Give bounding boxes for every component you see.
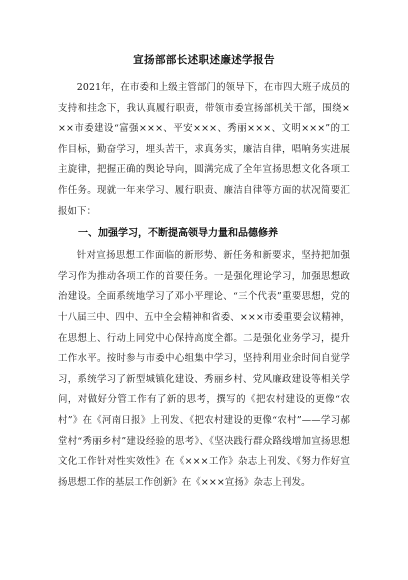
intro-paragraph: 2021年，在市委和上级主管部门的领导下，在市四大班子成员的支持和挂念下，我认真履行职责，带领市委宣扬部机关干部，围绕×××市委建设“富强×××、平安×××、秀丽×××、文明×××”的工作目标，勤奋学习，埋头苦干，求真务实，廉洁自律，唱响务实进展主旋律，把握正确的舆论导向，圆满完成了全年宣扬思想文化各项工作任务。现就一年来学习、履行职责、廉洁自律等方面的状况简要汇报如下：	[58, 82, 350, 217]
document-title: 宣扬部部长述职述廉述学报告	[133, 54, 275, 66]
section-paragraph: 针对宣扬思想工作面临的新形势、新任务和新要求，坚持把加强学习作为推动各项工作的首要任务。一是强化理论学习，加强思想政治建设。全面系统地学习了邓小平理论、“三个代表”重要思想，党的十八届三中、四中、五中全会精神和省委、×××市委重要会议精神，在思想上、行动上同党中心保持高度全都。二是强化业务学习，提升工作水平。按时参与市委中心组集中学习，坚持利用业余时间自觉学习，系统学习了新型城镇化建设、秀丽乡村、党风廉政建设等相关学问，对做好分管工作有了新的思考，撰写的《把农村建设的更像“农村”》在《河南日报》上刊发、《把农村建设的更像“农村”——学习郝堂村“秀丽乡村”建设经验的思考》、《坚决践行群众路线增加宣扬思想文化工作针对性实效性》在《×××工作》杂志上刊发、《努力作好宣扬思想工作的基层工作创新》在《×××宣扬》杂志上刊发。	[58, 250, 350, 488]
section-heading: 一、加强学习，不断提高领导力量和品德修养	[78, 228, 278, 240]
